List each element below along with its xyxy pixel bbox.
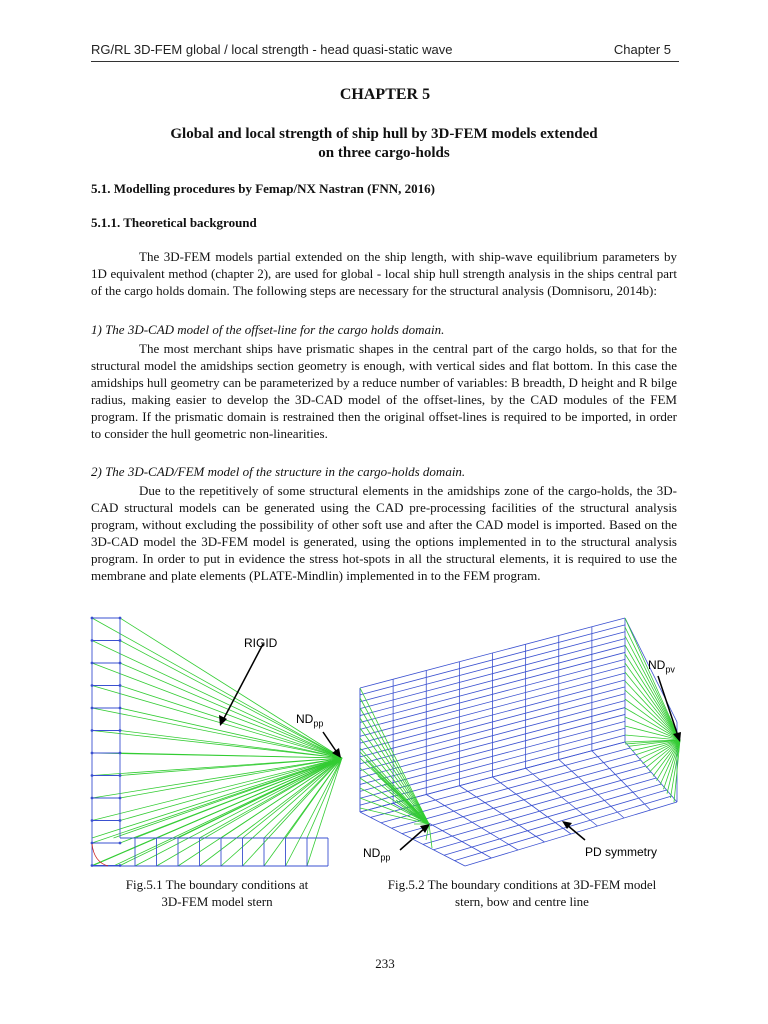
- fig2-mesh-line: [592, 751, 651, 810]
- fig2-label-ndpp-sub: pp: [380, 852, 391, 863]
- fig1-label-nd-sub: pp: [313, 718, 324, 729]
- fig2-mesh-line: [559, 760, 624, 819]
- fig2-rigid-line: [667, 740, 680, 794]
- fig1-rigid-line: [92, 641, 342, 759]
- chapter-title: CHAPTER 5: [339, 86, 431, 103]
- page-number: 233: [375, 956, 395, 971]
- fig2-label-ndpv: [648, 658, 675, 674]
- fig1-node: [119, 752, 122, 755]
- section-5-1-1-heading: 5.1.1. Theoretical background: [91, 215, 257, 230]
- fig2-rigid-line: [360, 758, 429, 824]
- fig1-rigid-line: [92, 758, 342, 838]
- fig1-rigid-line: [178, 758, 342, 838]
- fig1-rigid-line: [114, 758, 343, 866]
- figure-5-2-caption: [357, 876, 687, 910]
- header-rule: [91, 61, 679, 62]
- fig1-node: [91, 617, 94, 620]
- fig2-rigid-line: [360, 708, 429, 824]
- step-1-heading: 1) The 3D-CAD model of the offset-line for the cargo holds domain.: [91, 322, 445, 337]
- header-chapter: Chapter 5: [613, 42, 671, 57]
- fig1-rigid-line: [120, 641, 342, 759]
- fig1-node: [119, 774, 122, 777]
- fig2-rigid-line: [625, 618, 680, 740]
- fig1-node: [91, 639, 94, 642]
- fig1-rigid-lines: [92, 618, 342, 866]
- fig1-nodes: [91, 617, 122, 867]
- fig1-caption-line1: Fig.5.1 The boundary conditions at: [125, 877, 309, 892]
- fig1-node: [119, 707, 122, 710]
- fig2-rigid-line: [625, 672, 680, 740]
- fig1-node: [91, 797, 94, 800]
- fig1-node: [91, 774, 94, 777]
- paragraph-2: [91, 340, 677, 442]
- paragraph-3: [91, 482, 677, 584]
- fig1-rigid-line: [120, 758, 342, 776]
- paragraph-2-text: The most merchant ships have prismatic shapes in the central part of the cargo holds, so that for the structural model the amidships section geometry is enough, with vertical sides and flat bottom. In this case the amidships hull geometry can be parameterized by a reduce number of variables: B breadth, D height and R bilge radius, making easier to develop the 3D-CAD model of the offset-lines, by the CAD modules of the FEM program. If the prismatic domain is restrained then the original offset-lines is required to be imported, in order to consider the hull geometric non-linearities.: [91, 341, 677, 441]
- paragraph-1: [91, 248, 677, 299]
- fig1-node: [119, 842, 122, 845]
- fig2-rigid-line: [360, 748, 429, 824]
- fig1-node: [119, 639, 122, 642]
- fig2-mesh-line: [426, 795, 518, 851]
- fig2-label-ndpv-text: ND: [648, 658, 666, 672]
- fig1-node: [91, 819, 94, 822]
- fig1-label-rigid: RIGID: [244, 636, 278, 650]
- fig1-node: [91, 864, 94, 867]
- fig1-node: [91, 707, 94, 710]
- fig1-node: [119, 684, 122, 687]
- fig1-node: [119, 864, 122, 867]
- fig2-ndpp-arrow: [400, 828, 425, 850]
- fig1-rigid-line: [120, 663, 342, 758]
- fig1-node: [91, 752, 94, 755]
- fig1-node: [91, 729, 94, 732]
- fig2-label-pd: PD symmetry: [585, 845, 657, 859]
- fig1-caption-line2: 3D-FEM model stern: [161, 894, 273, 909]
- fig2-pd-arrow: [567, 825, 585, 840]
- fig2-label-ndpp: [363, 846, 390, 862]
- main-title: [110, 125, 658, 163]
- fig2-label-ndpv-sub: pv: [665, 664, 675, 675]
- fig1-node: [91, 842, 94, 845]
- fig1-rigid-line: [307, 758, 342, 866]
- fig2-rigid-line: [429, 824, 432, 848]
- fig1-node: [119, 797, 122, 800]
- fig2-rigid-line: [625, 627, 680, 740]
- fig2-label-ndpp-text: ND: [363, 846, 381, 860]
- main-title-line1: Global and local strength of ship hull by 3D-FEM models extended: [170, 126, 598, 142]
- paragraph-1-text: The 3D-FEM models partial extended on the ship length, with ship-wave equilibrium parameters by 1D equivalent method (chapter 2), are used for global - local ship hull strength analysis in the ships central part of the cargo holds domain. The following steps are necessary for the structural analysis (Domnisoru, 2014b):: [91, 249, 677, 298]
- running-header: [91, 42, 673, 62]
- section-5-1-heading: 5.1. Modelling procedures by Femap/NX Nastran (FNN, 2016): [91, 181, 436, 196]
- figure-5-1-caption: [92, 876, 342, 910]
- main-title-line2: on three cargo-holds: [318, 145, 450, 161]
- fig2-rigid-line: [625, 681, 680, 740]
- fig1-node: [119, 617, 122, 620]
- fig1-node: [91, 662, 94, 665]
- fig1-label-ndpp: [296, 712, 323, 728]
- fig2-mesh-line: [526, 768, 598, 826]
- fig1-rigid-line: [92, 618, 342, 758]
- fig1-node: [119, 729, 122, 732]
- step-2-heading: 2) The 3D-CAD/FEM model of the structure in the cargo-holds domain.: [91, 464, 466, 479]
- fig1-node: [119, 662, 122, 665]
- figure-5-1: [88, 612, 350, 874]
- fig2-caption-line1: Fig.5.2 The boundary conditions at 3D-FEM model: [387, 877, 657, 892]
- paragraph-3-text: Due to the repetitively of some structural elements in the amidships zone of the cargo-holds, the 3D-CAD structural models can be generated using the CAD pre-processing facilities of the structural analysis program, without excluding the possibility of other soft use and after the CAD model is imported. Based on the 3D-CAD model the 3D-FEM model is generated, using the options implemented in to the structural analysis program. In order to put in evidence the stress hot-spots in all the structural elements, it is required to use the membrane and plate elements (PLATE-Mindlin) implemented in to the FEM program.: [91, 483, 677, 583]
- fig1-rigid-line: [114, 758, 343, 838]
- fig1-label-nd-text: ND: [296, 712, 314, 726]
- fig2-caption-line2: stern, bow and centre line: [455, 894, 589, 909]
- fig1-rigid-line: [120, 758, 342, 821]
- fig1-node: [119, 819, 122, 822]
- header-title: RG/RL 3D-FEM global / local strength - head quasi-static wave: [91, 42, 453, 57]
- fig1-node: [91, 684, 94, 687]
- figure-5-2: [355, 612, 685, 874]
